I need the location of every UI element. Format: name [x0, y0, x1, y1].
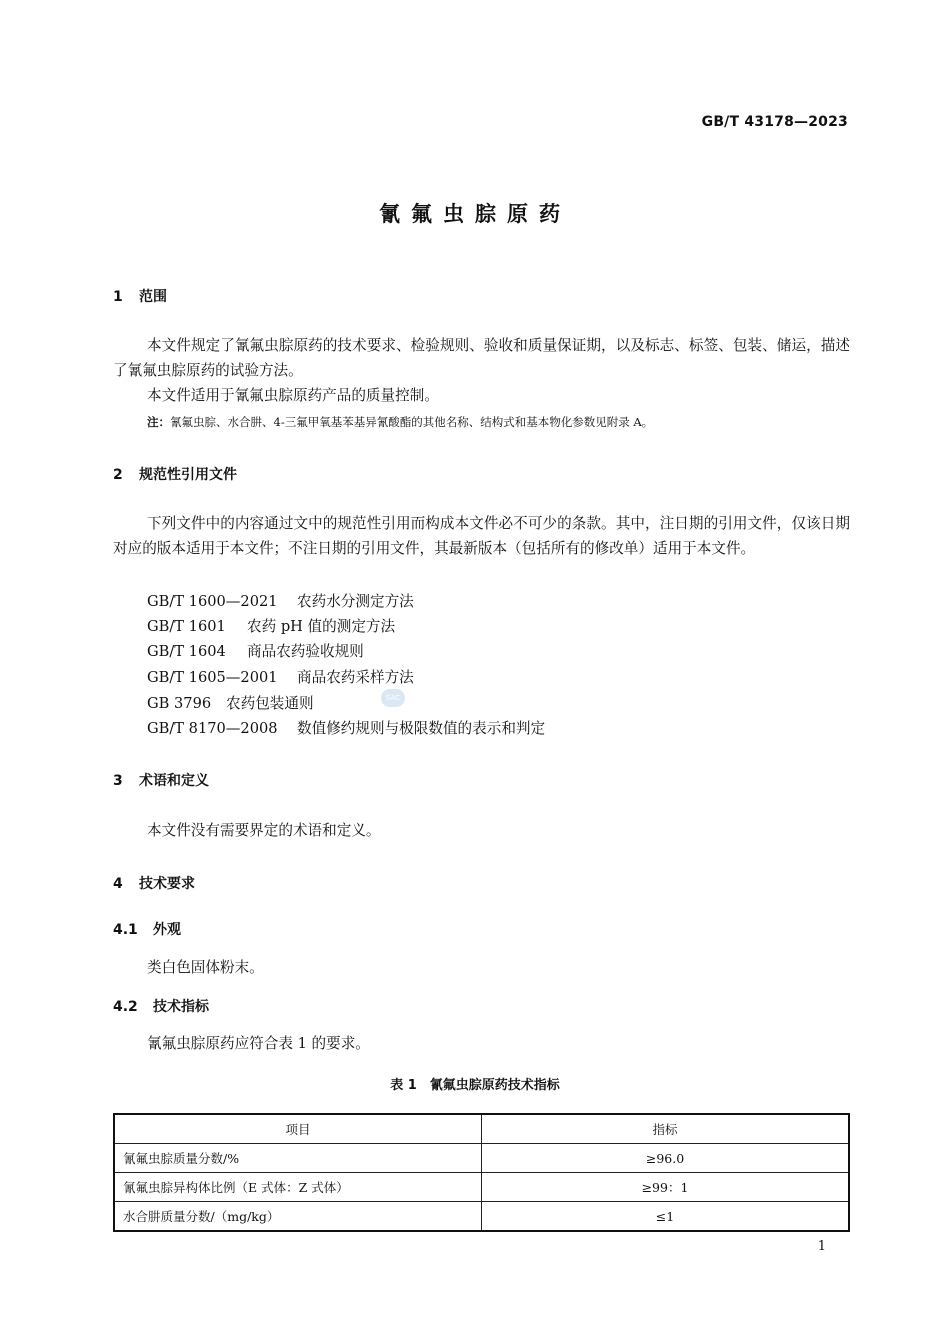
- section-number: 3: [113, 773, 123, 789]
- reference-code: GB/T 1601: [147, 618, 226, 635]
- reference-name: 农药 pH 值的测定方法: [247, 618, 396, 635]
- reference-code: GB/T 8170—2008: [147, 720, 278, 737]
- reference-code: GB/T 1605—2001: [147, 669, 278, 686]
- sac-watermark-logo: SAC: [381, 689, 405, 707]
- document-title: 氰氟虫腙原药: [379, 202, 571, 226]
- section-4-2-heading: [113, 996, 209, 1016]
- reference-item: [147, 615, 395, 636]
- reference-item: [147, 717, 545, 738]
- table-cell-value: ≥96.0: [482, 1144, 850, 1173]
- section-title: 技术要求: [139, 876, 195, 892]
- scope-paragraph-2: 本文件适用于氰氟虫腙原药产品的质量控制。: [147, 387, 439, 404]
- note-label: 注：: [147, 415, 170, 429]
- section-3-heading: [113, 770, 209, 790]
- reference-code: GB 3796: [147, 695, 212, 712]
- reference-code: GB/T 1604: [147, 643, 226, 660]
- table-cell-item: 水合肼质量分数/（mg/kg）: [114, 1202, 482, 1232]
- reference-item: [147, 692, 314, 713]
- scope-paragraph-1: 本文件规定了氰氟虫腙原药的技术要求、检验规则、验收和质量保证期，以及标志、标签、包装、储运，描述了氰氟虫腙原药的试验方法。: [113, 337, 850, 379]
- reference-item: [147, 640, 364, 661]
- table-cell-item: 氰氟虫腙异构体比例（E 式体：Z 式体）: [114, 1173, 482, 1202]
- section-2-heading: [113, 464, 237, 484]
- table-cell-value: ≤1: [482, 1202, 850, 1232]
- reference-item: [147, 590, 414, 611]
- scope-note: [147, 414, 653, 430]
- section-number: 4.1: [113, 922, 138, 938]
- table-cell-value: ≥99：1: [482, 1173, 850, 1202]
- section-number: 4: [113, 876, 123, 892]
- table-header-row: [114, 1114, 849, 1144]
- table-header-indicator: 指标: [482, 1114, 850, 1144]
- section-title: 术语和定义: [139, 773, 209, 789]
- standard-code: GB/T 43178—2023: [701, 114, 848, 130]
- page-number: 1: [817, 1239, 826, 1254]
- table-header-item: 项目: [114, 1114, 482, 1144]
- section-number: 2: [113, 467, 123, 483]
- technical-indicators-table: [113, 1113, 850, 1232]
- section-title: 规范性引用文件: [139, 467, 237, 483]
- section-number: 4.2: [113, 999, 138, 1015]
- reference-name: 商品农药验收规则: [247, 643, 364, 660]
- table-cell-item: 氰氟虫腙质量分数/%: [114, 1144, 482, 1173]
- section-number: 1: [113, 289, 123, 305]
- reference-name: 商品农药采样方法: [297, 669, 414, 686]
- terms-paragraph: 本文件没有需要界定的术语和定义。: [147, 822, 381, 839]
- reference-name: 农药水分测定方法: [297, 593, 414, 610]
- appearance-text: 类白色固体粉末。: [147, 959, 264, 976]
- section-4-heading: [113, 873, 195, 893]
- normative-references-paragraph: 下列文件中的内容通过文中的规范性引用而构成本文件必不可少的条款。其中，注日期的引用文件，仅该日期对应的版本适用于本文件；不注日期的引用文件，其最新版本（包括所有的修改单）适用于本文件。: [113, 515, 850, 557]
- section-title: 外观: [153, 922, 181, 938]
- table-row: [114, 1173, 849, 1202]
- section-1-heading: [113, 286, 167, 306]
- reference-item: [147, 666, 414, 687]
- reference-name: 数值修约规则与极限数值的表示和判定: [297, 720, 546, 737]
- technical-indicators-text: 氰氟虫腙原药应符合表 1 的要求。: [147, 1035, 370, 1052]
- reference-name: 农药包装通则: [226, 695, 314, 712]
- note-text: 氰氟虫腙、水合肼、4-三氟甲氧基苯基异氰酸酯的其他名称、结构式和基本物化参数见附录 A。: [170, 415, 654, 429]
- reference-code: GB/T 1600—2021: [147, 593, 278, 610]
- table-row: [114, 1202, 849, 1232]
- section-title: 范围: [139, 289, 167, 305]
- table-row: [114, 1144, 849, 1173]
- table-caption: 表 1 氰氟虫腙原药技术指标: [390, 1078, 560, 1093]
- section-4-1-heading: [113, 919, 181, 939]
- section-title: 技术指标: [153, 999, 209, 1015]
